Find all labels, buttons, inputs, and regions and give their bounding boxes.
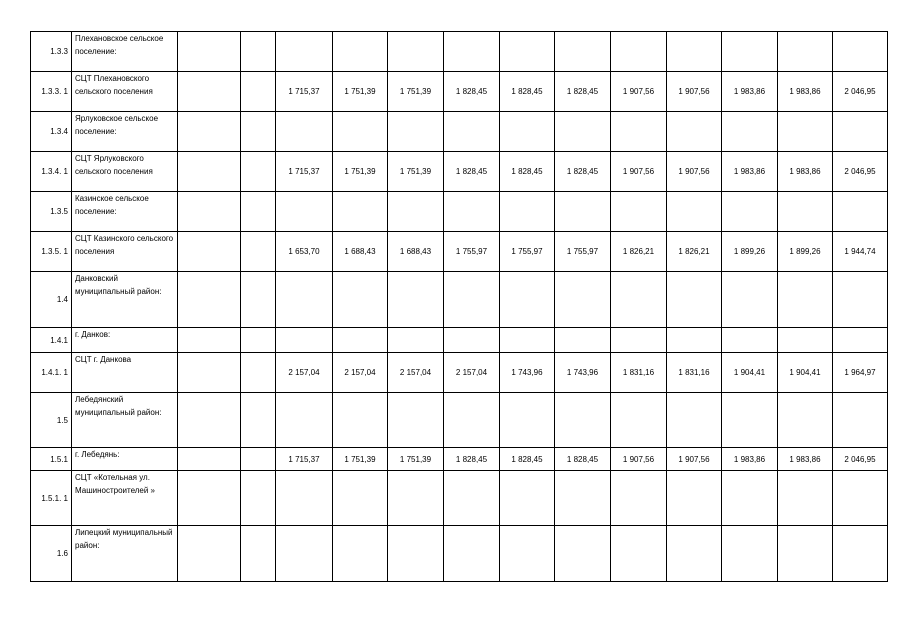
value-cell	[611, 192, 667, 232]
row-name: Липецкий муниципальный район:	[72, 526, 178, 582]
value-cell	[833, 272, 888, 328]
row-code: 1.3.4	[31, 112, 72, 152]
value-cell	[667, 32, 722, 72]
row-code: 1.5.1. 1	[31, 471, 72, 526]
value-cell	[276, 32, 333, 72]
table-row	[31, 192, 888, 232]
value-cell: 2 046,95	[833, 152, 888, 192]
value-cell: 1 983,86	[722, 448, 778, 471]
value-cell: 1 755,97	[444, 232, 500, 272]
value-cell: 2 157,04	[388, 353, 444, 393]
value-cell: 1 826,21	[611, 232, 667, 272]
value-cell	[722, 393, 778, 448]
value-cell	[778, 112, 833, 152]
value-cell	[611, 393, 667, 448]
value-cell: 1 983,86	[778, 152, 833, 192]
value-cell	[276, 328, 333, 353]
value-cell: 1 907,56	[667, 152, 722, 192]
value-cell	[500, 526, 555, 582]
value-cell: 1 828,45	[444, 448, 500, 471]
empty-cell	[241, 112, 276, 152]
value-cell: 1 899,26	[722, 232, 778, 272]
value-cell: 1 828,45	[500, 152, 555, 192]
value-cell: 1 828,45	[500, 448, 555, 471]
value-cell	[388, 471, 444, 526]
row-name: СЦТ Казинского сельского поселения	[72, 232, 178, 272]
table-row	[31, 72, 888, 112]
value-cell: 1 828,45	[555, 448, 611, 471]
value-cell	[388, 192, 444, 232]
value-cell: 1 828,45	[444, 152, 500, 192]
value-cell: 1 983,86	[778, 72, 833, 112]
table-row	[31, 526, 888, 582]
table-row	[31, 328, 888, 353]
value-cell	[333, 112, 388, 152]
empty-cell	[178, 32, 241, 72]
value-cell: 1 964,97	[833, 353, 888, 393]
row-code: 1.3.5	[31, 192, 72, 232]
value-cell	[833, 192, 888, 232]
value-cell	[722, 32, 778, 72]
row-name: Данковский муниципальный район:	[72, 272, 178, 328]
value-cell	[500, 393, 555, 448]
value-cell: 1 755,97	[555, 232, 611, 272]
empty-cell	[241, 353, 276, 393]
value-cell: 1 743,96	[555, 353, 611, 393]
row-name: СЦТ «Котельная ул. Машиностроителей »	[72, 471, 178, 526]
value-cell: 1 743,96	[500, 353, 555, 393]
value-cell	[833, 526, 888, 582]
value-cell	[388, 328, 444, 353]
value-cell: 1 688,43	[333, 232, 388, 272]
empty-cell	[241, 232, 276, 272]
value-cell	[611, 112, 667, 152]
value-cell	[444, 328, 500, 353]
value-cell: 1 715,37	[276, 448, 333, 471]
value-cell	[444, 526, 500, 582]
value-cell	[722, 272, 778, 328]
value-cell	[555, 471, 611, 526]
value-cell	[500, 32, 555, 72]
value-cell	[667, 328, 722, 353]
empty-cell	[241, 328, 276, 353]
row-name: СЦТ Плехановского сельского поселения	[72, 72, 178, 112]
empty-cell	[178, 232, 241, 272]
value-cell	[778, 393, 833, 448]
value-cell	[722, 328, 778, 353]
value-cell: 1 751,39	[388, 72, 444, 112]
value-cell	[555, 393, 611, 448]
value-cell: 1 715,37	[276, 72, 333, 112]
value-cell	[722, 471, 778, 526]
value-cell: 1 653,70	[276, 232, 333, 272]
value-cell	[667, 526, 722, 582]
value-cell	[388, 112, 444, 152]
value-cell	[388, 526, 444, 582]
empty-cell	[241, 448, 276, 471]
row-name: Лебедянский муниципальный район:	[72, 393, 178, 448]
value-cell	[555, 272, 611, 328]
table-row	[31, 471, 888, 526]
value-cell: 1 899,26	[778, 232, 833, 272]
value-cell	[444, 393, 500, 448]
value-cell: 1 755,97	[500, 232, 555, 272]
value-cell	[722, 526, 778, 582]
table-row	[31, 152, 888, 192]
value-cell	[333, 526, 388, 582]
value-cell	[778, 192, 833, 232]
value-cell: 1 907,56	[667, 448, 722, 471]
table-row	[31, 393, 888, 448]
value-cell	[500, 471, 555, 526]
value-cell	[778, 526, 833, 582]
value-cell: 2 046,95	[833, 448, 888, 471]
value-cell	[833, 393, 888, 448]
value-cell	[333, 328, 388, 353]
value-cell	[611, 328, 667, 353]
value-cell	[500, 192, 555, 232]
empty-cell	[178, 72, 241, 112]
value-cell	[833, 328, 888, 353]
value-cell	[276, 192, 333, 232]
empty-cell	[178, 448, 241, 471]
value-cell: 2 157,04	[444, 353, 500, 393]
empty-cell	[178, 393, 241, 448]
value-cell	[555, 526, 611, 582]
value-cell	[722, 192, 778, 232]
tariff-table	[30, 31, 888, 582]
value-cell: 1 828,45	[500, 72, 555, 112]
value-cell	[276, 272, 333, 328]
value-cell	[388, 272, 444, 328]
value-cell	[444, 32, 500, 72]
row-code: 1.4.1	[31, 328, 72, 353]
empty-cell	[241, 393, 276, 448]
value-cell: 1 828,45	[444, 72, 500, 112]
value-cell: 1 944,74	[833, 232, 888, 272]
row-code: 1.3.4. 1	[31, 152, 72, 192]
value-cell	[555, 32, 611, 72]
table-body	[31, 32, 888, 582]
value-cell	[276, 112, 333, 152]
value-cell: 1 983,86	[722, 72, 778, 112]
empty-cell	[241, 471, 276, 526]
row-code: 1.6	[31, 526, 72, 582]
value-cell: 1 828,45	[555, 72, 611, 112]
row-name: СЦТ Ярлуковского сельского поселения	[72, 152, 178, 192]
empty-cell	[178, 471, 241, 526]
empty-cell	[178, 192, 241, 232]
value-cell	[555, 328, 611, 353]
empty-cell	[178, 152, 241, 192]
value-cell	[833, 112, 888, 152]
empty-cell	[178, 112, 241, 152]
value-cell: 1 751,39	[388, 448, 444, 471]
value-cell: 1 907,56	[611, 152, 667, 192]
value-cell	[833, 32, 888, 72]
value-cell	[500, 112, 555, 152]
value-cell	[611, 32, 667, 72]
value-cell	[444, 471, 500, 526]
table-row	[31, 353, 888, 393]
value-cell: 1 907,56	[667, 72, 722, 112]
row-name: г. Данков:	[72, 328, 178, 353]
value-cell	[444, 192, 500, 232]
value-cell	[833, 471, 888, 526]
value-cell	[778, 272, 833, 328]
value-cell	[722, 112, 778, 152]
value-cell: 1 751,39	[333, 72, 388, 112]
row-code: 1.3.3. 1	[31, 72, 72, 112]
value-cell	[276, 393, 333, 448]
row-name: Плехановское сельское поселение:	[72, 32, 178, 72]
value-cell: 1 826,21	[667, 232, 722, 272]
row-code: 1.4	[31, 272, 72, 328]
value-cell	[778, 32, 833, 72]
value-cell	[333, 471, 388, 526]
value-cell: 1 904,41	[778, 353, 833, 393]
value-cell	[611, 526, 667, 582]
table-row	[31, 272, 888, 328]
table-row	[31, 232, 888, 272]
table-row	[31, 448, 888, 471]
value-cell	[276, 471, 333, 526]
value-cell	[778, 328, 833, 353]
value-cell	[667, 471, 722, 526]
value-cell: 2 157,04	[276, 353, 333, 393]
value-cell: 1 983,86	[722, 152, 778, 192]
value-cell	[667, 272, 722, 328]
value-cell	[500, 272, 555, 328]
value-cell	[276, 526, 333, 582]
value-cell	[500, 328, 555, 353]
empty-cell	[178, 353, 241, 393]
value-cell	[388, 32, 444, 72]
row-code: 1.5.1	[31, 448, 72, 471]
empty-cell	[178, 272, 241, 328]
row-code: 1.5	[31, 393, 72, 448]
value-cell: 1 715,37	[276, 152, 333, 192]
value-cell: 1 751,39	[333, 152, 388, 192]
value-cell	[333, 32, 388, 72]
value-cell	[667, 112, 722, 152]
empty-cell	[241, 192, 276, 232]
value-cell: 1 751,39	[333, 448, 388, 471]
value-cell	[555, 192, 611, 232]
table-row	[31, 112, 888, 152]
value-cell: 1 983,86	[778, 448, 833, 471]
row-code: 1.4.1. 1	[31, 353, 72, 393]
empty-cell	[178, 328, 241, 353]
empty-cell	[241, 72, 276, 112]
value-cell: 1 907,56	[611, 448, 667, 471]
row-code: 1.3.3	[31, 32, 72, 72]
value-cell	[444, 272, 500, 328]
value-cell	[444, 112, 500, 152]
value-cell	[333, 192, 388, 232]
value-cell: 1 751,39	[388, 152, 444, 192]
row-name: Казинское сельское поселение:	[72, 192, 178, 232]
empty-cell	[241, 272, 276, 328]
value-cell: 1 831,16	[667, 353, 722, 393]
empty-cell	[178, 526, 241, 582]
value-cell	[555, 112, 611, 152]
value-cell: 2 046,95	[833, 72, 888, 112]
value-cell: 1 831,16	[611, 353, 667, 393]
row-name: Ярлуковское сельское поселение:	[72, 112, 178, 152]
value-cell: 1 828,45	[555, 152, 611, 192]
value-cell: 1 688,43	[388, 232, 444, 272]
row-name: СЦТ г. Данкова	[72, 353, 178, 393]
row-name: г. Лебедянь:	[72, 448, 178, 471]
value-cell	[611, 471, 667, 526]
empty-cell	[241, 526, 276, 582]
empty-cell	[241, 152, 276, 192]
value-cell: 2 157,04	[333, 353, 388, 393]
value-cell	[611, 272, 667, 328]
value-cell	[388, 393, 444, 448]
value-cell	[333, 393, 388, 448]
value-cell	[333, 272, 388, 328]
value-cell: 1 904,41	[722, 353, 778, 393]
value-cell	[667, 393, 722, 448]
row-code: 1.3.5. 1	[31, 232, 72, 272]
value-cell	[778, 471, 833, 526]
value-cell	[667, 192, 722, 232]
value-cell: 1 907,56	[611, 72, 667, 112]
empty-cell	[241, 32, 276, 72]
table-row	[31, 32, 888, 72]
